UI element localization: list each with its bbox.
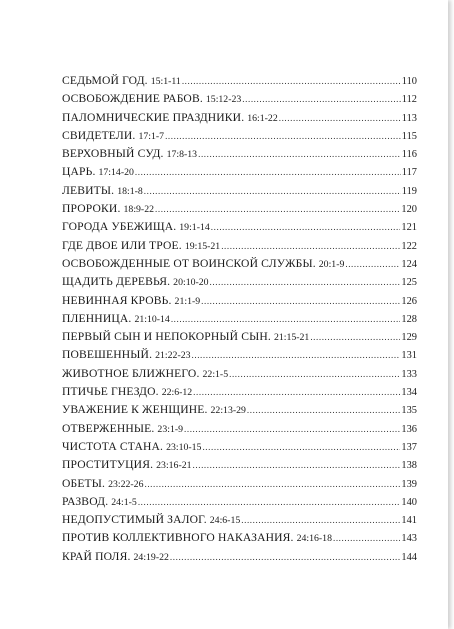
toc-entry-page-number: 141 [401, 515, 417, 527]
toc-entry-reference: 18:9-22 [123, 204, 154, 216]
toc-entry-title: КРАЙ ПОЛЯ. [62, 549, 131, 563]
toc-entry-title: УВАЖЕНИЕ К ЖЕНЩИНЕ. [62, 403, 208, 417]
toc-entry-title: ГДЕ ДВОЕ ИЛИ ТРОЕ. [62, 238, 182, 252]
toc-entry-page-number: 139 [401, 478, 417, 490]
toc-entry [62, 218, 417, 236]
toc-entry-title: ЖИВОТНОЕ БЛИЖНЕГО. [62, 366, 200, 380]
toc-entry-title: ПЕРВЫЙ СЫН И НЕПОКОРНЫЙ СЫН. [62, 330, 271, 344]
toc-entry-page-number: 135 [401, 405, 417, 417]
dot-leader [193, 383, 400, 401]
toc-entry-title: ПТИЧЬЕ ГНЕЗДО. [62, 385, 159, 399]
toc-entry-reference: 16:1-22 [247, 112, 278, 124]
toc-entry-title: ОСВОБОЖДЕННЫЕ ОТ ВОИНСКОЙ СЛУЖБЫ. [62, 256, 316, 270]
toc-entry-title: СЕДЬМОЙ ГОД. [62, 74, 148, 87]
toc-entry-reference: 21:10-14 [134, 313, 170, 325]
toc-entry [62, 127, 417, 145]
toc-entry-page-number: 137 [401, 441, 417, 453]
dot-leader [333, 529, 400, 547]
dot-leader [144, 475, 400, 493]
toc-entry-page-number: 126 [401, 295, 417, 307]
toc-entry-reference: 23:1-9 [157, 423, 183, 435]
dot-leader [211, 218, 401, 236]
dot-leader [221, 237, 400, 255]
toc-entry-page-number: 131 [401, 350, 417, 362]
toc-entry-reference: 23:10-15 [166, 441, 202, 453]
toc-entry-page-number: 140 [401, 496, 417, 508]
toc-entry-reference: 22:6-12 [161, 387, 193, 399]
toc-entry-title: ЛЕВИТЫ. [62, 183, 115, 197]
toc-entry [62, 529, 417, 547]
toc-entry-reference: 19:15-21 [184, 240, 221, 252]
toc-entry-page-number: 138 [401, 460, 417, 472]
toc-entry [62, 511, 417, 529]
toc-entry-page-number: 121 [401, 222, 417, 234]
dot-leader [279, 109, 401, 127]
toc-entry-page-number: 144 [401, 551, 417, 563]
dot-leader [229, 365, 400, 383]
toc-entry-title: СВИДЕТЕЛИ. [62, 128, 136, 142]
toc-entry-title: ПРОРОКИ. [62, 202, 121, 216]
toc-entry [62, 310, 417, 328]
dot-leader [198, 145, 401, 163]
toc-entry [62, 72, 417, 90]
toc-entry-reference: 17:14-20 [98, 167, 134, 179]
toc-entry-title: ВЕРХОВНЫЙ СУД. [62, 147, 164, 161]
toc-entry-page-number: 136 [401, 423, 417, 435]
toc-entry-page-number: 119 [401, 185, 417, 197]
toc-entry-reference: 18:1-8 [117, 185, 143, 197]
toc-entry-title: ПАЛОМНИЧЕСКИЕ ПРАЗДНИКИ. [62, 110, 245, 124]
toc-entry-reference: 21:15-21 [273, 332, 310, 344]
toc-entry-page-number: 125 [401, 277, 417, 289]
toc-entry-page-number: 120 [401, 204, 417, 216]
toc-entry-reference: 22:13-29 [210, 405, 246, 417]
toc-entry-title: ОТВЕРЖЕННЫЕ. [62, 421, 155, 435]
dot-leader [182, 72, 401, 90]
toc-entry-reference: 15:12-23 [205, 94, 242, 106]
toc-entry-reference: 24:6-15 [209, 515, 241, 527]
toc-entry [62, 420, 417, 438]
toc-entry [62, 475, 417, 493]
dot-leader [193, 456, 401, 474]
toc-entry [62, 145, 417, 163]
toc-entry-title: ПРОТИВ КОЛЛЕКТИВНОГО НАКАЗАНИЯ. [62, 531, 294, 545]
toc-entry [62, 438, 417, 456]
toc-entry [62, 163, 417, 181]
toc-entry-title: ЩАДИТЬ ДЕРЕВЬЯ. [62, 275, 171, 289]
dot-leader [202, 438, 400, 456]
toc-entry [62, 109, 417, 127]
toc-entry [62, 255, 417, 273]
dot-leader [192, 346, 401, 364]
toc-entry-title: НЕВИННАЯ КРОВЬ. [62, 293, 172, 307]
toc-entry-page-number: 110 [401, 76, 417, 87]
toc-entry-page-number: 113 [401, 112, 417, 124]
dot-leader [135, 163, 401, 181]
toc-entry [62, 548, 417, 566]
toc-entry-page-number: 143 [401, 533, 417, 545]
toc-entry-page-number: 133 [401, 368, 417, 380]
toc-entry-page-number: 117 [401, 167, 417, 179]
dot-leader [138, 493, 401, 511]
toc-entry-reference: 20:10-20 [173, 277, 209, 289]
toc-entry-page-number: 134 [401, 387, 417, 399]
toc-entry [62, 292, 417, 310]
dot-leader [165, 127, 401, 145]
dot-leader [144, 182, 401, 200]
toc-entry [62, 493, 417, 511]
dot-leader [201, 292, 400, 310]
toc-entry-page-number: 128 [401, 313, 417, 325]
toc-entry-title: ПОВЕШЕННЫЙ. [62, 348, 153, 362]
toc-entry-reference: 21:22-23 [155, 350, 191, 362]
toc-entry-title: ЧИСТОТА СТАНА. [62, 439, 164, 453]
dot-leader [310, 328, 400, 346]
toc-entry-reference: 22:1-5 [202, 368, 229, 380]
toc-entry-title: ПРОСТИТУЦИЯ. [62, 458, 154, 472]
toc-entry-title: НЕДОПУСТИМЫЙ ЗАЛОГ. [62, 513, 207, 527]
toc-entry-reference: 23:16-21 [156, 460, 192, 472]
toc-entry-reference: 19:1-14 [179, 222, 210, 234]
dot-leader [242, 90, 401, 108]
dot-leader [184, 420, 400, 438]
toc-entry-page-number: 116 [401, 149, 417, 161]
toc-entry [62, 383, 417, 401]
dot-leader [155, 200, 400, 218]
toc-entry [62, 328, 417, 346]
toc-entry [62, 273, 417, 291]
toc-entry [62, 365, 417, 383]
toc-entry-reference: 17:1-7 [138, 130, 165, 142]
toc-entry-title: ЦАРЬ. [62, 165, 96, 179]
toc-entry-title: РАЗВОД. [62, 494, 109, 508]
dot-leader [241, 511, 400, 529]
dot-leader [345, 255, 400, 273]
toc-entry-title: ГОРОДА УБЕЖИЩА. [62, 220, 177, 234]
toc-entry-title: ОСВОБОЖДЕНИЕ РАБОВ. [62, 92, 203, 106]
toc-entry-reference: 17:8-13 [166, 149, 198, 161]
toc-entry-reference: 24:1-5 [111, 496, 137, 508]
toc-entry [62, 237, 417, 255]
toc-entry [62, 346, 417, 364]
toc-entry-title: ОБЕТЫ. [62, 476, 106, 490]
toc-entry [62, 90, 417, 108]
toc-entry [62, 182, 417, 200]
toc-entry-reference: 24:16-18 [296, 533, 332, 545]
toc-entry-reference: 23:22-26 [108, 478, 144, 490]
toc-entry-title: ПЛЕННИЦА. [62, 311, 132, 325]
dot-leader [210, 273, 401, 291]
toc-entry-page-number: 115 [401, 130, 417, 142]
toc-entry-reference: 15:1-11 [150, 76, 181, 87]
toc-entry-reference: 20:1-9 [318, 258, 345, 270]
toc-entry [62, 456, 417, 474]
toc-entry-reference: 24:19-22 [133, 551, 169, 563]
dot-leader [247, 401, 401, 419]
toc-entry-page-number: 122 [401, 240, 417, 252]
table-of-contents [62, 72, 417, 566]
toc-entry [62, 401, 417, 419]
toc-entry-page-number: 112 [401, 94, 417, 106]
toc-entry-page-number: 124 [401, 258, 417, 270]
toc-entry-page-number: 129 [401, 332, 417, 344]
toc-entry [62, 200, 417, 218]
dot-leader [171, 310, 401, 328]
dot-leader [170, 548, 401, 566]
toc-entry-reference: 21:1-9 [174, 295, 201, 307]
